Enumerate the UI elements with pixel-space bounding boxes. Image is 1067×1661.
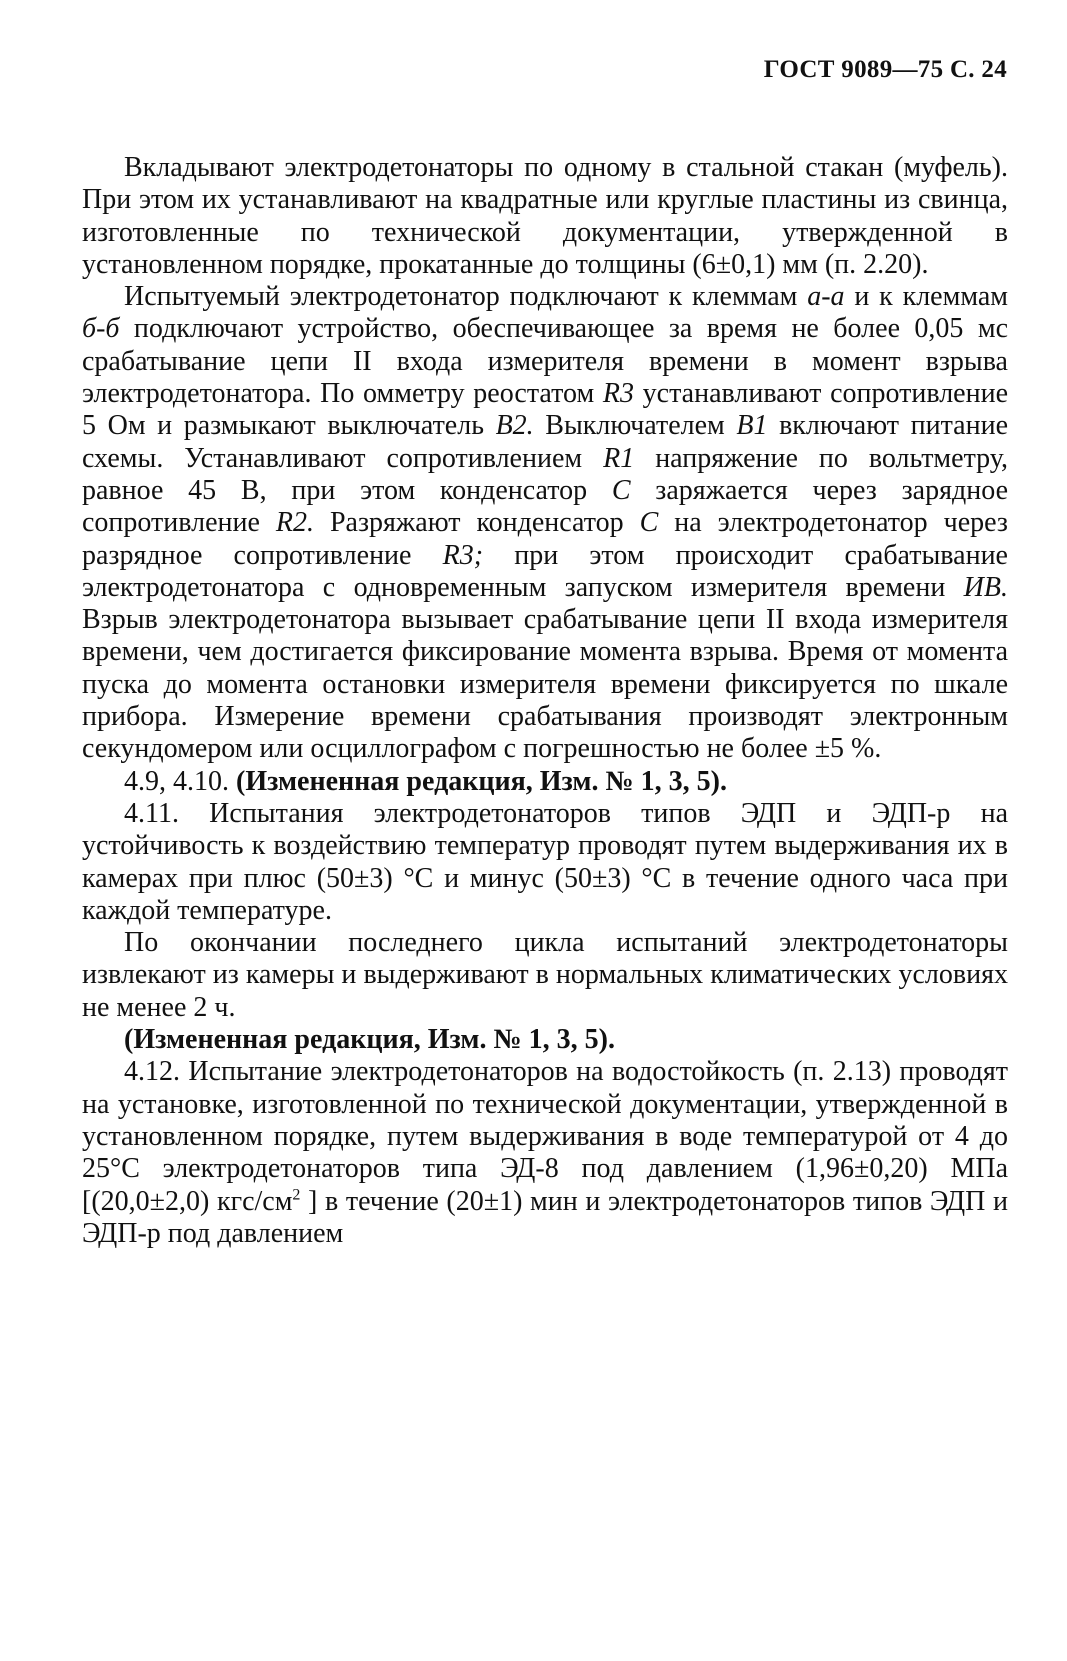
revision-note: (Измененная редакция, Изм. № 1, 3, 5). xyxy=(236,765,727,797)
terminal-label: а-а xyxy=(807,281,845,313)
page-header: ГОСТ 9089—75 С. 24 xyxy=(763,56,1007,83)
text: напряжение по вольтметру, равное 45 В, при этом конденсатор xyxy=(82,442,1008,506)
component-label: С xyxy=(639,507,659,539)
text: устанавливают сопротивление 5 Ом и размыкают выключатель xyxy=(82,378,1009,442)
clause-number: 4.9, 4.10. xyxy=(124,765,236,797)
text: при этом происходит срабатывание электродетонатора с одновременным запуском измерителя времени xyxy=(82,539,1008,603)
text: и к клеммам xyxy=(844,281,1009,313)
component-label: R1 xyxy=(603,442,635,474)
paragraph-revision-note-4-9 xyxy=(82,766,1008,798)
text: 4.12. Испытание электродетонаторов на водостойкость (п. 2.13) проводят на установке, изготовленной по технической документации, утвержденной в установленном порядке, путем выдерживания в воде температурой от 4 до 25°С электродетонаторов типа ЭД-8 под давлением (1,96±0,20) МПа [(20,0±2,0) кгс/см xyxy=(82,1056,1008,1217)
paragraph-4-12 xyxy=(82,1056,1008,1250)
text: заряжается через зарядное сопротивление xyxy=(82,474,1008,539)
text: Выключателем xyxy=(533,410,737,442)
paragraph-test-procedure xyxy=(82,281,1008,765)
terminal-label: б-б xyxy=(82,313,120,345)
text: включают питание схемы. Устанавливают сопротивлением xyxy=(82,410,1008,474)
component-label: ИВ. xyxy=(963,571,1008,603)
paragraph-revision-note: (Измененная редакция, Изм. № 1, 3, 5). xyxy=(124,1024,615,1056)
text: на электродетонатор через разрядное сопротивление xyxy=(82,507,1008,571)
paragraph-4-11: 4.11. Испытания электродетонаторов типов ЭДП и ЭДП-р на устойчивость к воздействию температур проводят путем выдерживания их в камерах при плюс (50±3) °С и минус (50±3) °С в течение одного часа при каждой температуре. xyxy=(82,797,1008,926)
component-label: R3 xyxy=(602,378,634,410)
paragraph-after-test: По окончании последнего цикла испытаний электродетонаторы извлекают из камеры и выдерживают в нормальных климатических условиях не менее 2 ч. xyxy=(82,927,1008,1023)
text: подключают устройство, обеспечивающее за время не более 0,05 мс срабатывание цепи II входа измерителя времени в момент взрыва электродетонатора. По омметру реостатом xyxy=(82,313,1008,410)
component-label: В1 xyxy=(736,410,768,442)
paragraph-insertion: Вкладывают электродетонаторы по одному в стальной стакан (муфель). При этом их устанавливают на квадратные или круглые пластины из свинца, изготовленные по технической документации, утвержденной в установленном порядке, прокатанные до толщины (6±0,1) мм (п. 2.20). xyxy=(82,152,1008,280)
text: Испытуемый электродетонатор подключают к клеммам xyxy=(124,281,808,313)
component-label: R3; xyxy=(442,539,484,571)
document-body xyxy=(82,152,1008,1250)
text: Разряжают конденсатор xyxy=(314,507,640,539)
text: ] в течение (20±1) мин и электродетонаторов типов ЭДП и ЭДП-р под давлением xyxy=(82,1185,1009,1249)
superscript: 2 xyxy=(292,1186,301,1204)
component-label: В2. xyxy=(495,410,534,442)
component-label: R2. xyxy=(275,507,314,539)
text: Взрыв электродетонатора вызывает срабатывание цепи II входа измерителя времени, чем достигается фиксирование момента взрыва. Время от момента пуска до момента остановки измерителя времени фиксируется по шкале прибора. Измерение времени срабатывания производят электронным секундомером или осциллографом с погрешностью не более ±5 %. xyxy=(82,604,1008,765)
component-label: С xyxy=(611,474,631,506)
